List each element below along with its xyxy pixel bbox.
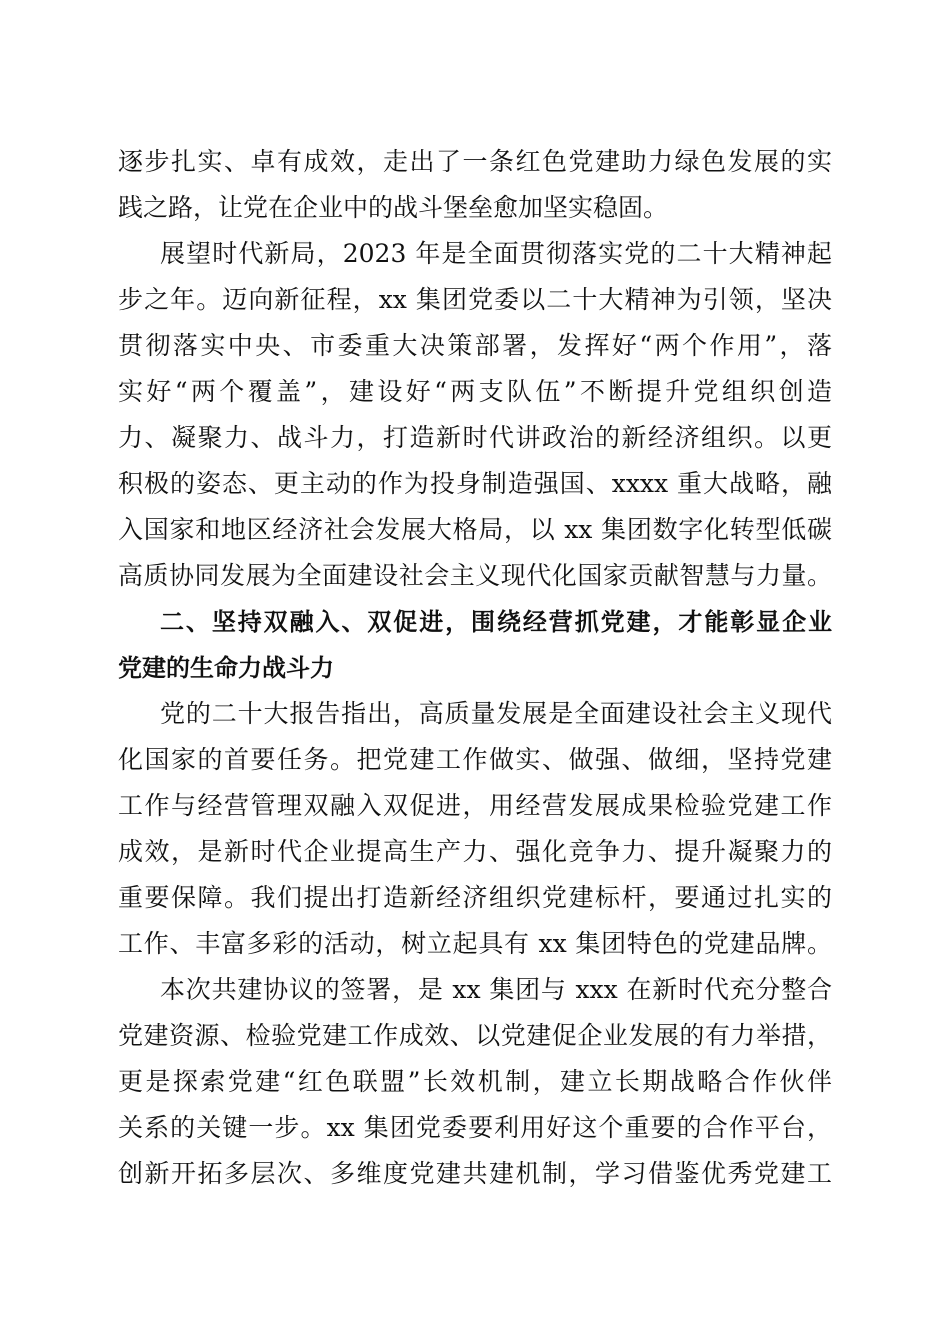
paragraph-line: 党的二十大报告指出，高质量发展是全面建设社会主义现代	[160, 699, 832, 728]
paragraph-line: 本次共建协议的签署，是 xx 集团与 xxx 在新时代充分整合	[160, 975, 832, 1004]
paragraph-line: 化国家的首要任务。把党建工作做实、做强、做细，坚持党建	[118, 745, 832, 774]
paragraph-line: 更是探索党建“红色联盟”长效机制，建立长期战略合作伙伴	[118, 1067, 832, 1096]
paragraph-line: 高质协同发展为全面建设社会主义现代化国家贡献智慧与力量。	[118, 561, 832, 590]
paragraph-line: 关系的关键一步。xx 集团党委要利用好这个重要的合作平台，	[118, 1113, 832, 1142]
paragraph-line: 步之年。迈向新征程，xx 集团党委以二十大精神为引领，坚决	[118, 285, 832, 314]
paragraph-line: 积极的姿态、更主动的作为投身制造强国、xxxx 重大战略，融	[118, 469, 832, 498]
paragraph-line: 贯彻落实中央、市委重大决策部署，发挥好“两个作用”，落	[118, 331, 832, 360]
section-heading: 党建的生命力战斗力	[118, 654, 334, 682]
section-heading: 二、坚持双融入、双促进，围绕经营抓党建，才能彰显企业	[160, 608, 832, 636]
paragraph-line: 展望时代新局，2023 年是全面贯彻落实党的二十大精神起	[160, 239, 832, 268]
paragraph-line: 入国家和地区经济社会发展大格局，以 xx 集团数字化转型低碳	[118, 515, 832, 544]
paragraph-line: 力、凝聚力、战斗力，打造新时代讲政治的新经济组织。以更	[118, 423, 832, 452]
paragraph-line: 实好“两个覆盖”，建设好“两支队伍”不断提升党组织创造	[118, 377, 832, 406]
paragraph-line: 重要保障。我们提出打造新经济组织党建标杆，要通过扎实的	[118, 883, 832, 912]
paragraph-line: 工作与经营管理双融入双促进，用经营发展成果检验党建工作	[118, 791, 832, 820]
paragraph-line: 党建资源、检验党建工作成效、以党建促企业发展的有力举措，	[118, 1021, 832, 1050]
paragraph-line: 工作、丰富多彩的活动，树立起具有 xx 集团特色的党建品牌。	[118, 929, 832, 958]
paragraph-line: 践之路，让党在企业中的战斗堡垒愈加坚实稳固。	[118, 193, 669, 222]
paragraph-line: 创新开拓多层次、多维度党建共建机制，学习借鉴优秀党建工	[118, 1159, 832, 1188]
paragraph-line: 成效，是新时代企业提高生产力、强化竞争力、提升凝聚力的	[118, 837, 832, 866]
paragraph-line: 逐步扎实、卓有成效，走出了一条红色党建助力绿色发展的实	[118, 147, 832, 176]
